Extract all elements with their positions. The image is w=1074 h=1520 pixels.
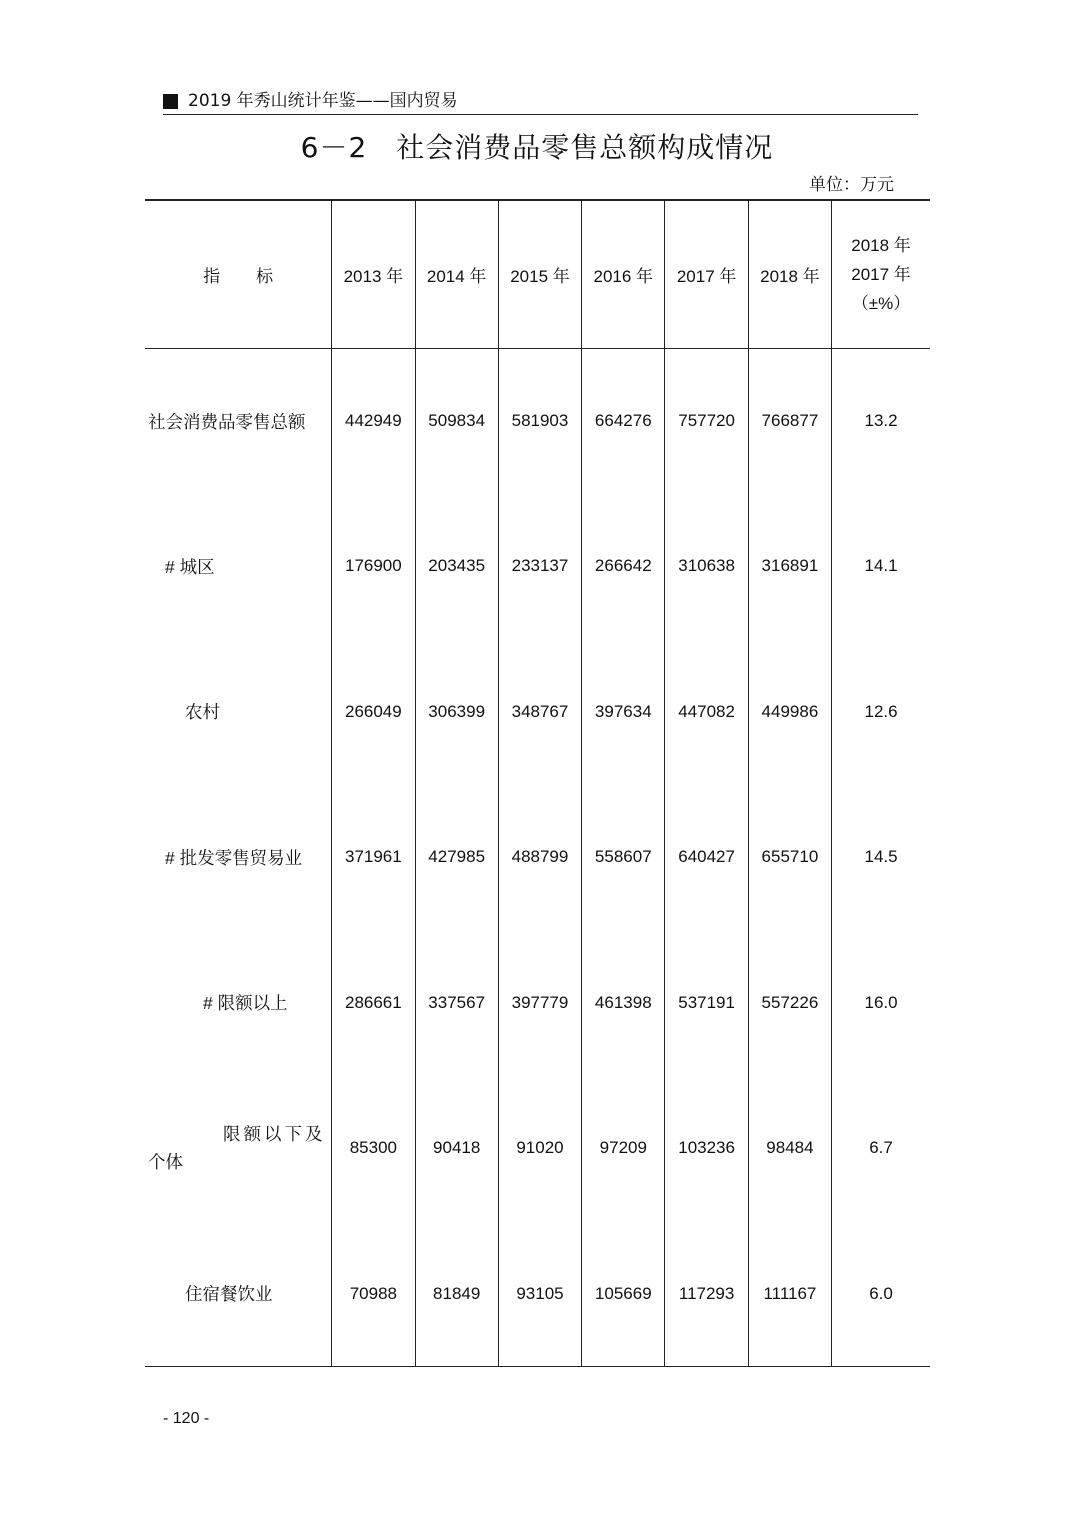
header-year-2014: 2014 年: [415, 200, 498, 348]
cell-value: 371961: [332, 785, 415, 931]
cell-value: 757720: [665, 348, 748, 494]
cell-value: 488799: [498, 785, 581, 931]
table-title: 6－2 社会消费品零售总额构成情况: [300, 131, 774, 164]
cell-value: 640427: [665, 785, 748, 931]
table-row: [145, 494, 930, 640]
cell-value: 111167: [748, 1221, 831, 1367]
cell-value: 233137: [498, 494, 581, 640]
header-year-2013: 2013 年: [332, 200, 415, 348]
cell-value: 427985: [415, 785, 498, 931]
table-row: [145, 930, 930, 1076]
cell-value: 537191: [665, 930, 748, 1076]
cell-value: 397634: [582, 639, 665, 785]
cell-value: 70988: [332, 1221, 415, 1367]
header-year-2016: 2016 年: [582, 200, 665, 348]
cell-value: 93105: [498, 1221, 581, 1367]
page-number: - 120 -: [163, 1410, 210, 1427]
row-label: # 批发零售贸易业: [165, 847, 303, 868]
cell-change: 12.6: [832, 639, 930, 785]
cell-value: 581903: [498, 348, 581, 494]
table-row: [145, 348, 930, 494]
cell-value: 655710: [748, 785, 831, 931]
cell-value: 397779: [498, 930, 581, 1076]
cell-value: 449986: [748, 639, 831, 785]
cell-value: 306399: [415, 639, 498, 785]
cell-value: 337567: [415, 930, 498, 1076]
table-row: [145, 785, 930, 931]
cell-value: 348767: [498, 639, 581, 785]
cell-value: 97209: [582, 1076, 665, 1222]
cell-value: 98484: [748, 1076, 831, 1222]
black-square-icon: [163, 94, 178, 109]
cell-value: 105669: [582, 1221, 665, 1367]
retail-sales-table: [145, 199, 930, 1367]
table-row: [145, 1221, 930, 1367]
row-label: 农村: [185, 702, 220, 723]
cell-value: 266049: [332, 639, 415, 785]
cell-value: 509834: [415, 348, 498, 494]
header-change: 2018 年 2017 年 （±%）: [832, 200, 930, 348]
cell-value: 266642: [582, 494, 665, 640]
table-row: [145, 1076, 930, 1222]
header-indicator: 指 标: [203, 266, 274, 286]
cell-value: 90418: [415, 1076, 498, 1222]
row-label: 住宿餐饮业: [185, 1284, 273, 1304]
table-row: [145, 639, 930, 785]
row-label: 限额以下及 个体: [148, 1124, 326, 1173]
header-year-2018: 2018 年: [748, 200, 831, 348]
header-row: [145, 200, 930, 348]
cell-value: 117293: [665, 1221, 748, 1367]
cell-value: 203435: [415, 494, 498, 640]
cell-value: 558607: [582, 785, 665, 931]
row-label: 社会消费品零售总额: [148, 411, 306, 432]
cell-value: 85300: [332, 1076, 415, 1222]
cell-change: 14.5: [832, 785, 930, 931]
cell-value: 766877: [748, 348, 831, 494]
running-header: [163, 88, 918, 115]
cell-change: 16.0: [832, 930, 930, 1076]
cell-value: 461398: [582, 930, 665, 1076]
cell-value: 316891: [748, 494, 831, 640]
running-header-title: 2019 年秀山统计年鉴——国内贸易: [188, 91, 458, 111]
cell-value: 447082: [665, 639, 748, 785]
cell-change: 14.1: [832, 494, 930, 640]
cell-change: 6.7: [832, 1076, 930, 1222]
header-year-2017: 2017 年: [665, 200, 748, 348]
cell-value: 442949: [332, 348, 415, 494]
cell-value: 286661: [332, 930, 415, 1076]
row-label: # 限额以上: [203, 993, 288, 1014]
header-year-2015: 2015 年: [498, 200, 581, 348]
cell-value: 176900: [332, 494, 415, 640]
cell-change: 6.0: [832, 1221, 930, 1367]
row-label: # 城区: [165, 556, 215, 577]
cell-value: 103236: [665, 1076, 748, 1222]
unit-label: 单位：万元: [809, 175, 894, 195]
cell-value: 664276: [582, 348, 665, 494]
cell-change: 13.2: [832, 348, 930, 494]
cell-value: 81849: [415, 1221, 498, 1367]
cell-value: 91020: [498, 1076, 581, 1222]
cell-value: 557226: [748, 930, 831, 1076]
cell-value: 310638: [665, 494, 748, 640]
